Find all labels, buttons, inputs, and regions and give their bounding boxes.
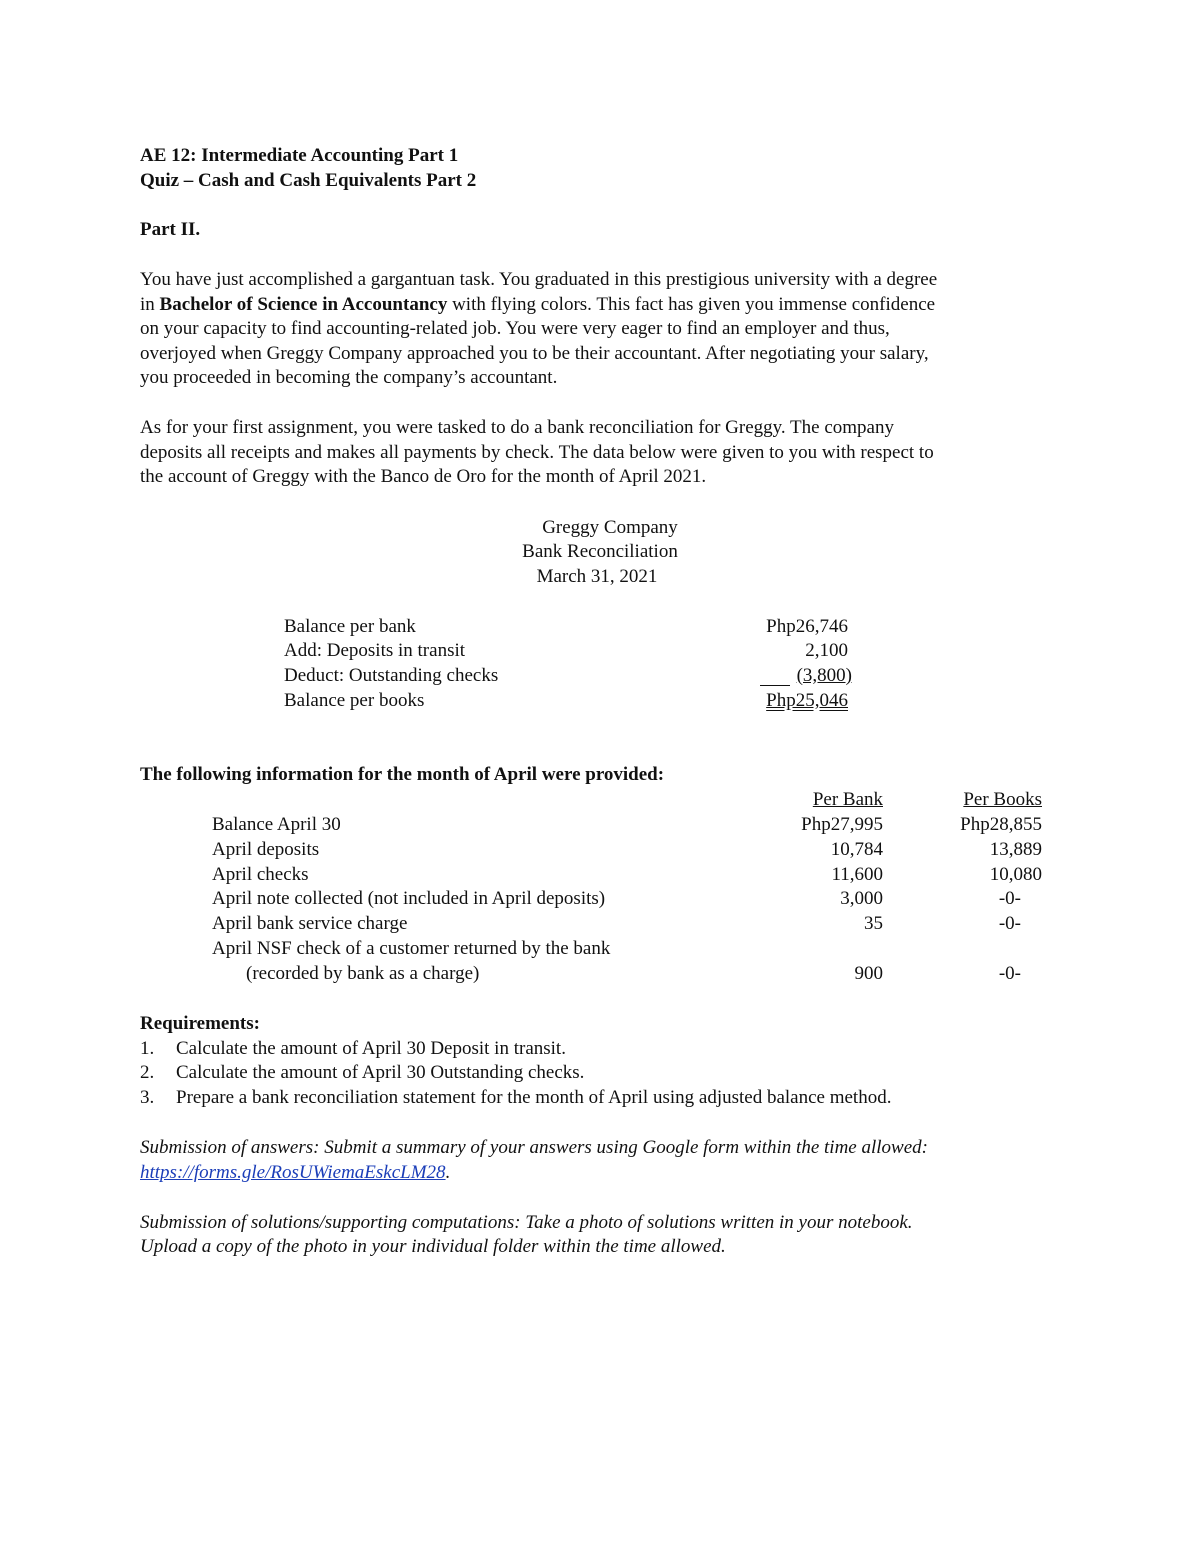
recon-row-amount: Php26,746 [766,616,848,637]
assignment-line: As for your first assignment, you were tasked to do a bank reconciliation for Greggy. The company [140,417,894,438]
intro-line: in Bachelor of Science in Accountancy with flying colors. This fact has given you immense confidence [140,293,936,315]
google-form-link[interactable]: https://forms.gle/RosUWiemaEskcLM28 [140,1162,446,1183]
april-row-bank: Php27,995 [801,814,883,835]
april-row-label: April NSF check of a customer returned by the bank [212,938,611,959]
april-row-label: (recorded by bank as a charge) [246,963,480,984]
assignment-line: the account of Greggy with the Banco de Oro for the month of April 2021. [140,466,707,487]
april-row-books: -0- [998,888,1021,909]
submission-solutions-text: Submission of solutions/supporting computations: Take a photo of solutions written in your notebook. [140,1212,913,1233]
april-row-bank: 900 [854,963,883,984]
april-row-books: Php28,855 [960,814,1042,835]
submission-answers-text: Submission of answers: Submit a summary of your answers using Google form within the time allowed: [140,1137,928,1158]
requirement-text: Calculate the amount of April 30 Deposit in transit. [176,1038,566,1059]
april-row-label: April bank service charge [212,913,408,934]
requirements-heading: Requirements: [140,1013,260,1034]
requirement-number: 3. [140,1087,155,1108]
recon-row-amount: 2,100 [805,640,848,661]
april-row-books: 13,889 [989,839,1042,860]
intro-line: on your capacity to find accounting-related job. You were very eager to find an employer and thus, [140,318,890,339]
underline-rule [760,664,790,686]
april-row-label: April note collected (not included in April deposits) [212,888,606,909]
recon-row-amount: (3,800) [796,665,852,686]
recon-row-label: Deduct: Outstanding checks [284,665,499,686]
recon-row-label: Balance per bank [284,616,416,637]
recon-row-label: Add: Deposits in transit [284,640,466,661]
recon-row-amount: Php25,046 [766,690,848,711]
assignment-paragraph [140,416,1080,490]
assignment-line: deposits all receipts and makes all payments by check. The data below were given to you with respect to [140,441,934,463]
april-row-label: April deposits [212,839,320,860]
april-row-bank: 35 [864,913,883,934]
intro-paragraph [140,268,1080,391]
degree-name: Bachelor of Science in Accountancy [159,293,448,315]
part-label: Part II. [140,219,201,240]
april-row-label: April checks [212,864,309,885]
quiz-title: Quiz – Cash and Cash Equivalents Part 2 [140,170,477,191]
recon-title: Bank Reconciliation [522,541,678,562]
recon-date: March 31, 2021 [536,566,658,587]
april-row-books: -0- [998,913,1021,934]
april-row-bank: 3,000 [840,888,883,909]
col-per-books: Per Books [963,789,1042,810]
intro-line: overjoyed when Greggy Company approached you to be their accountant. After negotiating your salary, [140,342,929,364]
april-row-label: Balance April 30 [212,814,341,835]
april-row-books: 10,080 [989,864,1042,885]
recon-company: Greggy Company [542,517,678,538]
requirement-text: Prepare a bank reconciliation statement for the month of April using adjusted balance method. [176,1087,892,1108]
april-heading: The following information for the month of April were provided: [140,764,665,785]
course-title: AE 12: Intermediate Accounting Part 1 [140,145,459,166]
col-per-bank: Per Bank [812,789,883,810]
intro-line: you proceeded in becoming the company’s accountant. [140,367,558,388]
recon-row-label: Balance per books [284,690,425,711]
intro-line: You have just accomplished a gargantuan task. You graduated in this prestigious university with a degree [140,269,938,290]
requirement-number: 1. [140,1038,155,1059]
april-row-bank: 11,600 [831,864,883,885]
april-row-books: -0- [998,963,1021,984]
submission-solutions-text: Upload a copy of the photo in your individual folder within the time allowed. [140,1236,726,1257]
submission-answers-link-line: https://forms.gle/RosUWiemaEskcLM28. [140,1162,451,1183]
april-row-bank: 10,784 [830,839,883,860]
requirement-number: 2. [140,1062,155,1083]
requirement-text: Calculate the amount of April 30 Outstanding checks. [176,1062,585,1083]
